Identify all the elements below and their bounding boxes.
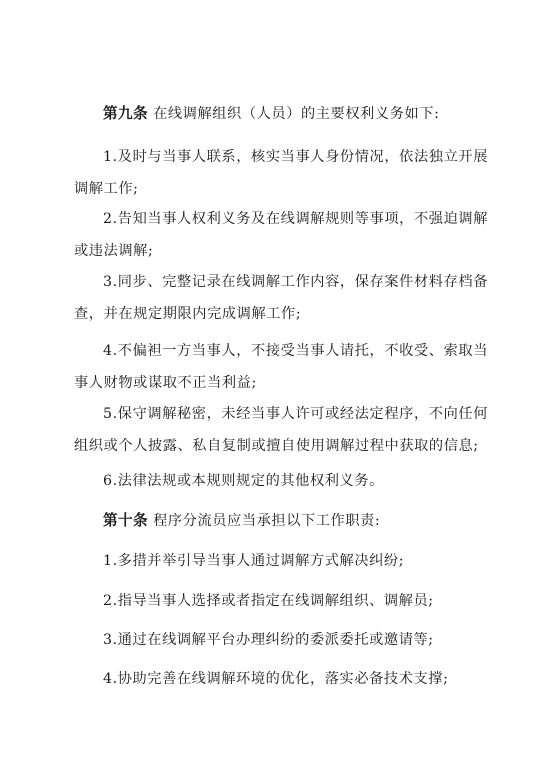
article-10-item-1: 1.多措并举引导当事人通过调解方式解决纠纷; xyxy=(103,553,405,569)
article-10-item-3: 3.通过在线调解平台办理纠纷的委派委托或邀请等; xyxy=(103,632,434,648)
article-9-item-4: 4.不偏袒一方当事人，不接受当事人请托，不收受、索取当事人财物或谋取不正当利益; xyxy=(74,343,488,391)
article-9-item-5: 5.保守调解秘密，未经当事人许可或经法定程序，不向任何组织或个人披露、私自复制或擅自使用调解过程中获取的信息; xyxy=(74,406,488,454)
article-9-intro xyxy=(74,98,488,130)
article-9-item-3: 3.同步、完整记录在线调解工作内容，保存案件材料存档备查，并在规定期限内完成调解工作; xyxy=(74,274,488,322)
article-9-item-2: 2.告知当事人权利义务及在线调解规则等事项，不强迫调解或违法调解; xyxy=(74,211,488,259)
article-9-heading: 第九条 xyxy=(103,105,148,122)
article-9-intro-text: 在线调解组织（人员）的主要权利义务如下: xyxy=(153,106,440,122)
article-9-item-1: 1.及时与当事人联系，核实当事人身份情况，依法独立开展调解工作; xyxy=(74,149,488,197)
article-10-intro xyxy=(74,505,488,537)
article-10-heading: 第十条 xyxy=(103,512,148,529)
article-10-item-4: 4.协助完善在线调解环境的优化，落实必备技术支撑; xyxy=(103,671,449,687)
article-10-item-2: 2.指导当事人选择或者指定在线调解组织、调解员; xyxy=(103,593,434,609)
article-9-item-6: 6.法律法规或本规则规定的其他权利义务。 xyxy=(103,473,384,489)
article-10-intro-text: 程序分流员应当承担以下工作职责: xyxy=(153,513,381,529)
